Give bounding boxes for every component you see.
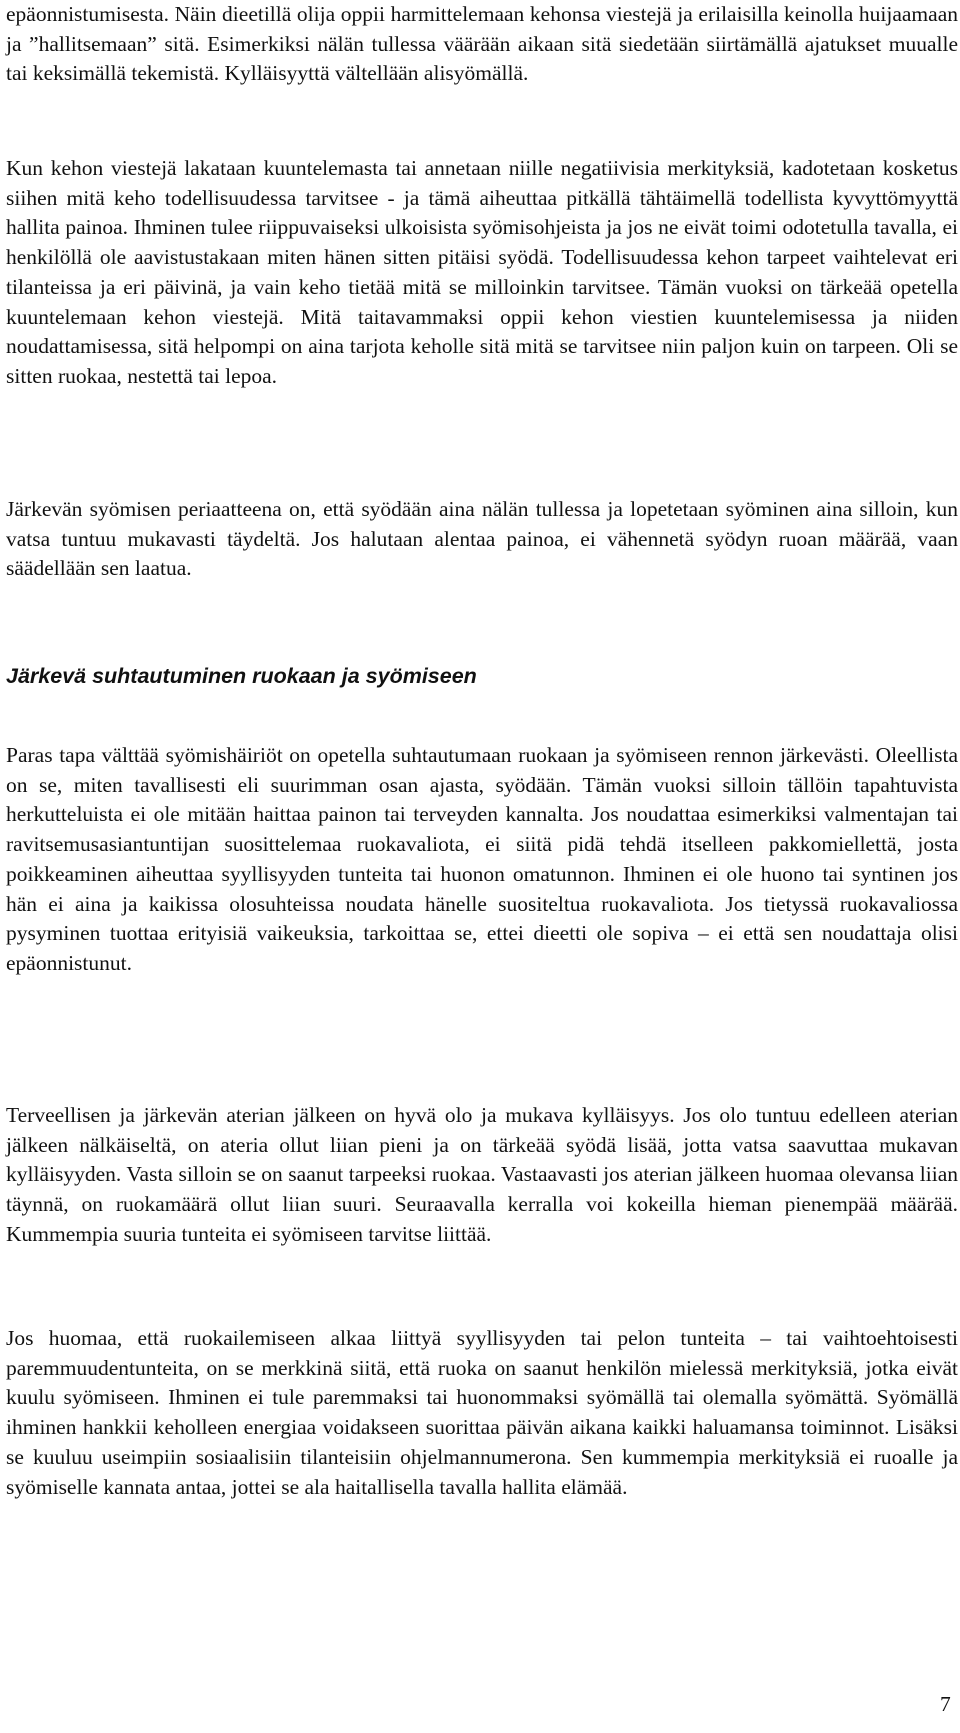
paragraph-continuation: epäonnistumisesta. Näin dieetillä olija oppii harmittelemaan kehonsa viestejä ja erilaisilla keinolla huijaamaan ja ”hallitsemaan” sitä. Esimerkiksi nälän tullessa väärään aikaan sitä siedetään siirtämällä ajatukset muualle tai keksimällä tekemistä. Kylläisyyttä vältellään alisyömällä.	[6, 2, 958, 86]
paragraph-body-signals: Kun kehon viestejä lakataan kuuntelemasta tai annetaan niille negatiivisia merkityksiä, kadotetaan kosketus siihen mitä keho todellisuudessa tarvitsee - ja tämä aiheuttaa pitkällä tähtäimellä todellista kyvyttömyyttä hallita painoa. Ihminen tulee riippuvaiseksi ulkoisista syömisohjeista ja jos ne eivät toimi odotetulla tavalla, ei henkilöllä ole aavistustakaan miten hänen sitten pitäisi syödä. Todellisuudessa kehon tarpeet vaihtelevat eri tilanteissa ja eri päivinä, ja vain keho tietää mitä se milloinkin tarvitsee. Tämän vuoksi on tärkeää opetella kuuntelemaan kehon viestejä. Mitä taitavammaksi oppii kehon viestien kuuntelemisessa ja niiden noudattamisessa, sitä helpompi on aina tarjota keholle sitä mitä se tarvitsee niin paljon kuin on tarpeen. Oli se sitten ruokaa, nestettä tai lepoa.	[6, 156, 958, 388]
page-number: 7	[940, 1692, 951, 1716]
section-heading: Järkevä suhtautuminen ruokaan ja syömiseen	[6, 664, 477, 688]
paragraph-guilt: Jos huomaa, että ruokailemiseen alkaa liittyä syyllisyyden tai pelon tunteita – tai vaihtoehtoisesti paremmuudentunteita, on se merkkinä siitä, että ruoka on saanut henkilön mielessä merkityksiä, jotka eivät kuulu syömiseen. Ihminen ei tule paremmaksi tai huonommaksi syömällä tai olemalla syömättä. Syömällä ihminen hankkii keholleen energiaa voidakseen suorittaa päivän aikana kaikki haluamansa toiminnot. Lisäksi se kuuluu useimpiin sosiaalisiin tilanteisiin ohjelmannumerona. Sen kummempia merkityksiä ei ruoalle ja syömiselle kannata antaa, jottei se ala haitallisella tavalla hallita elämää.	[6, 1326, 958, 1499]
paragraph-reasonable-eating: Järkevän syömisen periaatteena on, että syödään aina nälän tullessa ja lopetetaan syöminen aina silloin, kun vatsa tuntuu mukavasti täydeltä. Jos halutaan alentaa painoa, ei vähennetä syödyn ruoan määrää, vaan säädellään sen laatua.	[6, 497, 958, 581]
paragraph-satiety: Terveellisen ja järkevän aterian jälkeen on hyvä olo ja mukava kylläisyys. Jos olo tuntuu edelleen aterian jälkeen nälkäiseltä, on ateria ollut liian pieni ja on tärkeää syödä lisää, jotta vatsa saavuttaa mukavan kylläisyyden. Vasta silloin se on saanut tarpeeksi ruokaa. Vastaavasti jos aterian jälkeen huomaa olevansa liian täynnä, on ruokamäärä ollut liian suuri. Seuraavalla kerralla voi kokeilla hieman pienempää määrää. Kummempia suuria tunteita ei syömiseen tarvitse liittää.	[6, 1103, 958, 1246]
paragraph-relaxed-attitude: Paras tapa välttää syömishäiriöt on opetella suhtautumaan ruokaan ja syömiseen rennon järkevästi. Oleellista on se, miten tavallisesti eli suurimman osan ajasta, syödään. Tämän vuoksi silloin tällöin tapahtuvista herkutteluista ei ole mitään haittaa painon tai terveyden kannalta. Jos noudattaa esimerkiksi valmentajan tai ravitsemusasiantuntijan suosittelemaa ruokavaliota, ei siitä pidä tehdä itselleen pakkomiellettä, josta poikkeaminen aiheuttaa syyllisyyden tunteita tai huonon omatunnon. Ihminen ei ole huono tai syntinen jos hän ei aina ja kaikissa olosuhteissa noudata hänelle suositeltua ruokavaliota. Jos tietyssä ruokavaliossa pysyminen tuottaa erityisiä vaikeuksia, tarkoittaa se, ettei dieetti ole sopiva – ei että sen noudattaja olisi epäonnistunut.	[6, 743, 958, 975]
